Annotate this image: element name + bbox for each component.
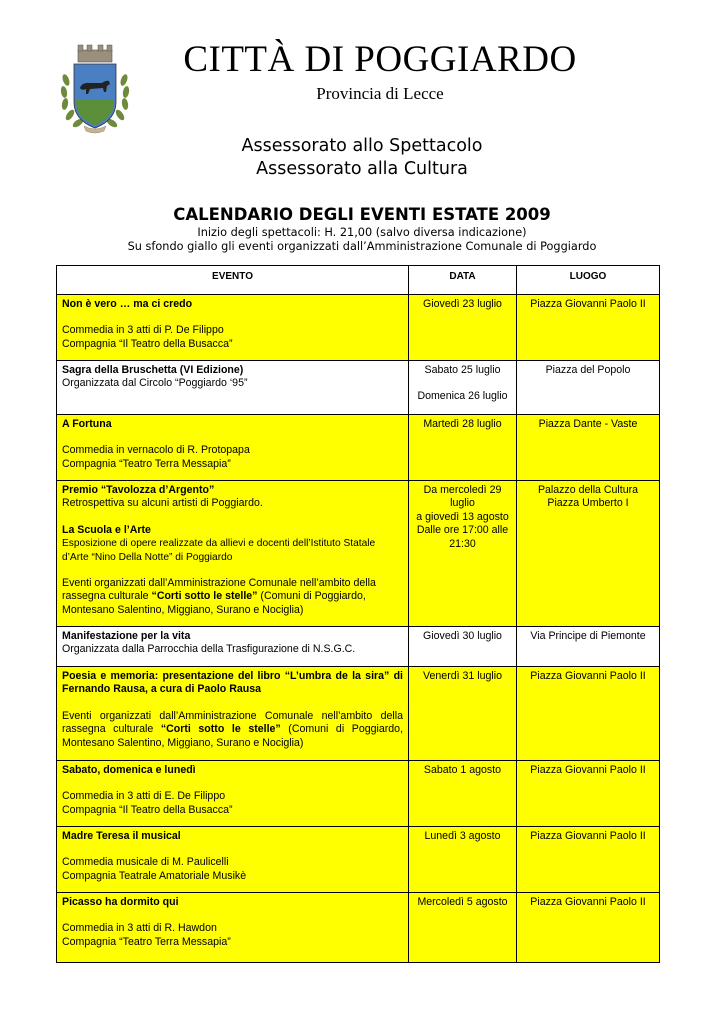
event-date: Sabato 1 agosto — [409, 761, 517, 827]
event-detail: Eventi organizzati dall’Amministrazione Comunale nell’ambito della rassegna culturale “Corti sotto le stelle” (Comuni di Poggiardo, Montesano Salentino, Miggiano, Surano e Nociglia) — [62, 709, 404, 749]
table-row — [57, 361, 660, 415]
event-detail: Organizzata dalla Parrocchia della Trasfigurazione di N.S.G.C. — [62, 643, 356, 656]
event-detail: Organizzata dal Circolo “Poggiardo ‘95” — [62, 377, 248, 390]
column-header-place: LUOGO — [517, 266, 660, 295]
event-detail: Compagnia “Teatro Terra Messapia” — [62, 935, 231, 948]
event-date: Giovedì 30 luglio — [409, 627, 517, 667]
event-title: Manifestazione per la vita — [62, 630, 191, 642]
event-date: Martedì 28 luglio — [409, 415, 517, 481]
event-date: Venerdì 31 luglio — [409, 667, 517, 761]
event-place: Piazza Giovanni Paolo II — [517, 667, 660, 761]
event-detail: Commedia in 3 atti di P. De Filippo — [62, 324, 224, 337]
calendar-title: CALENDARIO DEGLI EVENTI ESTATE 2009 — [173, 205, 551, 224]
event-date-2: Domenica 26 luglio — [417, 390, 508, 403]
event-cell — [57, 295, 409, 361]
event-cell — [57, 627, 409, 667]
event-place: Piazza Giovanni Paolo II — [517, 827, 660, 893]
event-detail: Esposizione di opere realizzate da allievi e docenti dell’Istituto Statale d’Arte “Nino Della Notte” di Poggiardo — [62, 538, 376, 563]
event-detail: Commedia in 3 atti di R. Hawdon — [62, 922, 217, 935]
province-subtitle: Provincia di Lecce — [316, 84, 444, 103]
table-row — [57, 827, 660, 893]
event-time: Dalle ore 17:00 alle 21:30 — [416, 524, 509, 550]
column-header-event: EVENTO — [57, 266, 409, 295]
city-title: CITTÀ DI POGGIARDO — [183, 39, 577, 80]
event-cell — [57, 361, 409, 415]
event-subtitle: La Scuola e l’Arte — [62, 523, 151, 536]
event-place: Palazzo della Cultura — [537, 484, 639, 496]
department-line-1: Assessorato allo Spettacolo — [241, 136, 483, 156]
event-detail: Compagnia “Teatro Terra Messapia” — [62, 457, 231, 470]
event-title: Non è vero … ma ci credo — [62, 298, 193, 310]
event-date: Lunedì 3 agosto — [409, 827, 517, 893]
event-cell — [57, 415, 409, 481]
table-row — [57, 481, 660, 627]
events-table — [56, 265, 660, 963]
event-cell — [57, 761, 409, 827]
event-place: Piazza Giovanni Paolo II — [517, 295, 660, 361]
coat-of-arms-icon — [58, 40, 132, 136]
highlight-legend-note: Su sfondo giallo gli eventi organizzati dall’Amministrazione Comunale di Poggiardo — [127, 240, 597, 253]
event-place-cell — [517, 481, 660, 627]
event-detail: Eventi organizzati dall’Amministrazione Comunale nell’ambito della rassegna culturale “Corti sotto le stelle” (Comuni di Poggiardo, Montesano Salentino, Miggiano, Surano e Nociglia) — [62, 577, 376, 616]
event-date: Mercoledì 5 agosto — [409, 893, 517, 963]
event-date-2: a giovedì 13 agosto — [416, 510, 509, 523]
table-row — [57, 415, 660, 481]
event-cell — [57, 893, 409, 963]
event-date-cell — [409, 481, 517, 627]
table-row — [57, 667, 660, 761]
event-cell — [57, 667, 409, 761]
table-row — [57, 761, 660, 827]
column-header-date: DATA — [409, 266, 517, 295]
event-detail: Compagnia “Il Teatro della Busacca” — [62, 803, 233, 816]
event-date-cell — [409, 361, 517, 415]
event-cell — [57, 827, 409, 893]
event-cell — [57, 481, 409, 627]
event-title: Sagra della Bruschetta (VI Edizione) — [62, 364, 244, 376]
event-place: Piazza Giovanni Paolo II — [517, 893, 660, 963]
event-date: Da mercoledì 29 luglio — [423, 484, 502, 510]
event-detail: Commedia in vernacolo di R. Protopapa — [62, 444, 250, 457]
table-row — [57, 295, 660, 361]
event-title: Premio “Tavolozza d’Argento” — [62, 484, 215, 496]
event-detail: Compagnia Teatrale Amatoriale Musikè — [62, 869, 247, 882]
event-date: Sabato 25 luglio — [424, 364, 501, 376]
event-place: Piazza Giovanni Paolo II — [517, 761, 660, 827]
event-date: Giovedì 23 luglio — [409, 295, 517, 361]
department-line-2: Assessorato alla Cultura — [256, 159, 468, 179]
event-place: Piazza del Popolo — [517, 361, 660, 415]
table-row — [57, 627, 660, 667]
event-place-2: Piazza Umberto I — [547, 497, 629, 510]
event-title: Poesia e memoria: presentazione del libro “L’umbra de la sira” di Fernando Rausa, a cura di Paolo Rausa — [62, 670, 403, 696]
event-title: Sabato, domenica e lunedì — [62, 764, 196, 776]
event-title: Madre Teresa il musical — [62, 830, 181, 842]
table-header-row — [57, 266, 660, 295]
event-title: A Fortuna — [62, 418, 112, 430]
event-place: Via Principe di Piemonte — [517, 627, 660, 667]
event-detail: Commedia in 3 atti di E. De Filippo — [62, 790, 226, 803]
event-detail: Retrospettiva su alcuni artisti di Poggiardo. — [62, 497, 263, 510]
event-place: Piazza Dante - Vaste — [517, 415, 660, 481]
event-detail: Commedia musicale di M. Paulicelli — [62, 856, 229, 869]
start-time-note: Inizio degli spettacoli: H. 21,00 (salvo diversa indicazione) — [197, 226, 527, 239]
table-row — [57, 893, 660, 963]
event-title: Picasso ha dormito qui — [62, 896, 179, 908]
event-detail: Compagnia “Il Teatro della Busacca” — [62, 337, 233, 350]
